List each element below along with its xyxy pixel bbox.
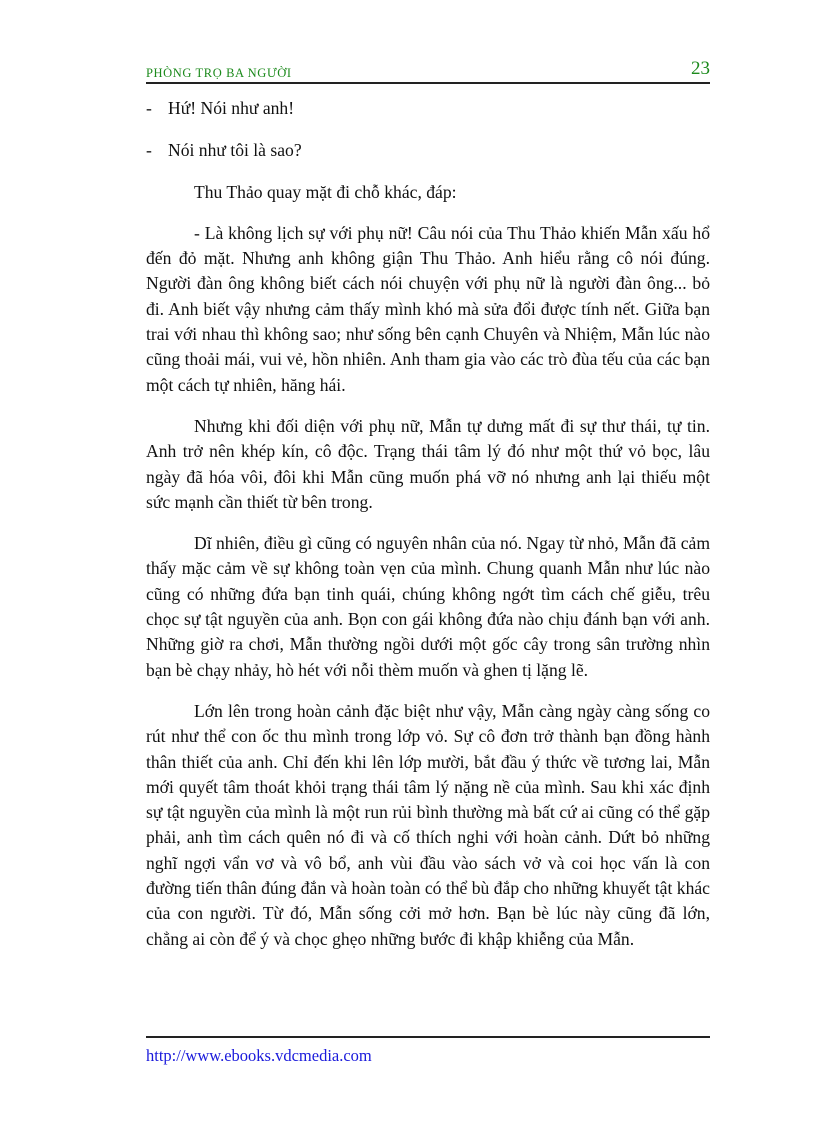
paragraph-2: - Là không lịch sự với phụ nữ! Câu nói của Thu Thảo khiến Mẫn xấu hổ đến đỏ mặt. Nhưng anh không giận Thu Thảo. Anh hiểu rằng cô nói đúng. Người đàn ông không biết cách nói chuyện với phụ nữ là người đàn ông... bỏ đi. Anh biết vậy nhưng cảm thấy mình khó mà sửa đổi được tính nết. Giữa bạn trai với nhau thì không sao; như sống bên cạnh Chuyên và Nhiệm, Mẫn lúc nào cũng thoải mái, vui vẻ, hồn nhiên. Anh tham gia vào các trò đùa tếu của các bạn một cách tự nhiên, hăng hái.	[146, 222, 710, 395]
dialog-line-1	[146, 96, 710, 121]
dialog-dash: -	[146, 98, 152, 118]
running-title: PHÒNG TRỌ BA NGƯỜI	[146, 66, 292, 80]
dialog-text-1: Hứ! Nói như anh!	[168, 98, 295, 118]
page-body	[146, 96, 710, 968]
paragraph-4: Dĩ nhiên, điều gì cũng có nguyên nhân của nó. Ngay từ nhỏ, Mẫn đã cảm thấy mặc cảm về sự không toàn vẹn của mình. Chung quanh Mẫn như lúc nào cũng có những đứa bạn tinh quái, chúng không ngớt tìm cách chế giễu, trêu chọc sự tật nguyền của anh. Bọn con gái không đứa nào chịu đánh bạn với anh. Những giờ ra chơi, Mẫn thường ngồi dưới một gốc cây trong sân trường nhìn bạn bè chạy nhảy, hò hét với nỗi thèm muốn và ghen tị lặng lẽ.	[146, 533, 710, 680]
paragraph-3: Nhưng khi đối diện với phụ nữ, Mẫn tự dưng mất đi sự thư thái, tự tin. Anh trở nên khép kín, cô độc. Trạng thái tâm lý đó như một thứ vỏ bọc, lâu ngày đã hóa vôi, đôi khi Mẫn cũng muốn phá vỡ nó nhưng anh lại thiếu một sức mạnh cần thiết từ bên trong.	[146, 415, 710, 512]
page-number: 23	[691, 58, 710, 79]
dialog-line-2	[146, 138, 710, 163]
page-footer	[146, 1036, 710, 1065]
paragraph-5: Lớn lên trong hoàn cảnh đặc biệt như vậy, Mẫn càng ngày càng sống co rút như thể con ốc thu mình trong lớp vỏ. Sự cô đơn trở thành bạn đồng hành thân thiết của anh. Chỉ đến khi lên lớp mười, bắt đầu ý thức về tương lai, Mẫn mới quyết tâm thoát khỏi trạng thái tâm lý nặng nề của mình. Sau khi xác định sự tật nguyền của mình là một run rủi bình thường mà bất cứ ai cũng có thể gặp phải, anh tìm cách quên nó đi và cố thích nghi với hoàn cảnh. Dứt bỏ những nghĩ ngợi vẩn vơ và vô bổ, anh vùi đầu vào sách vở và coi học vấn là con đường tiến thân đúng đắn và hoàn toàn có thể bù đắp cho những khuyết tật khác của con người. Từ đó, Mẫn sống cởi mở hơn. Bạn bè lúc này cũng đã lớn, chẳng ai còn để ý và chọc ghẹo những bước đi khập khiễng của Mẫn.	[146, 700, 710, 949]
dialog-dash: -	[146, 139, 152, 160]
dialog-text-2: Nói như tôi là sao?	[168, 139, 302, 160]
source-url-link[interactable]: http://www.ebooks.vdcmedia.com	[146, 1046, 372, 1065]
page-header	[146, 58, 710, 84]
paragraph-1: Thu Thảo quay mặt đi chỗ khác, đáp:	[194, 181, 457, 202]
